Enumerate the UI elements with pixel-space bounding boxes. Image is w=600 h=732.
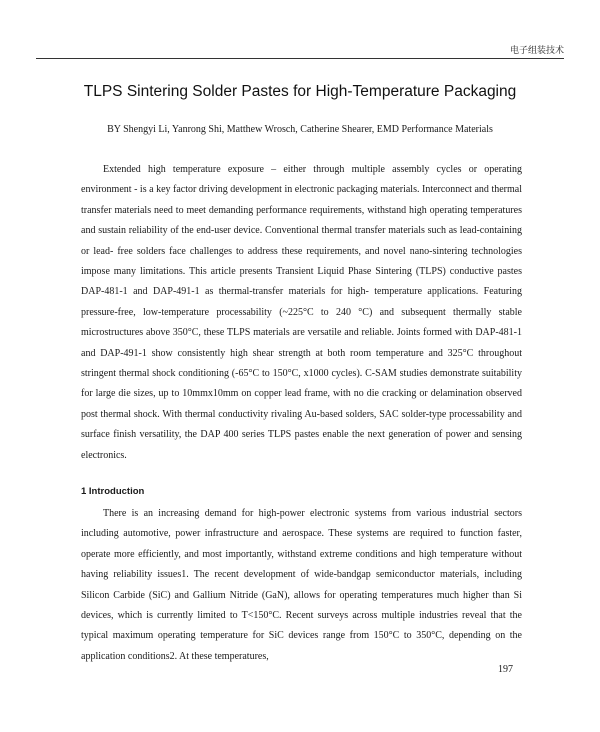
introduction-block [81, 504, 522, 667]
section-heading-introduction: 1 Introduction [81, 486, 145, 497]
header-divider [36, 58, 564, 59]
article-title: TLPS Sintering Solder Pastes for High-Temperature Packaging [83, 83, 517, 100]
page-number: 197 [498, 664, 513, 675]
abstract-paragraph: Extended high temperature exposure – either through multiple assembly cycles or operating environment - is a key factor driving development in electronic packaging materials. Interconnect and thermal transfer materials need to meet demanding performance requirements, withstand high operating temperatures and sustain reliability of the end-user device. Conventional thermal transfer materials such as lead-containing or lead- free solders face challenges to address these requirements, and novel nano-sintering technologies impose many limitations. This article presents Transient Liquid Phase Sintering (TLPS) conductive pastes DAP-481-1 and DAP-491-1 as thermal-transfer materials for high- temperature applications. Featuring pressure-free, low-temperature processability (~225°C to 240 °C) and subsequent thermally stable microstructures above 350°C, these TLPS materials are versatile and reliable. Joints formed with DAP-481-1 and DAP-491-1 show consistently high shear strength at both room temperature and 325°C throughout stringent thermal shock conditioning (-65°C to 150°C, x1000 cycles). C-SAM studies demonstrate suitability for large die sizes, up to 10mmx10mm on copper lead frame, with no die cracking or delamination observed post thermal shock. With thermal conductivity rivaling Au-based solders, SAC solder-type processability and surface finish versatility, the DAP 400 series TLPS pastes enable the next generation of power and sensing electronics. [81, 164, 522, 461]
journal-header-label: 电子组装技术 [509, 46, 564, 56]
introduction-paragraph: There is an increasing demand for high-power electronic systems from various industrial sectors including automotive, power infrastructure and aerospace. These systems are required to function faster, operate more efficiently, and most importantly, withstand extreme conditions and high temperature without having reliability issues1. The recent development of wide-bandgap semiconductor materials, including Silicon Carbide (SiC) and Gallium Nitride (GaN), allows for operating temperatures much higher than Si devices, which is currently limited to T<150°C. Recent surveys across multiple industries reveal that the typical maximum operating temperature for SiC devices range from 150°C to 350°C, depending on the application conditions2. At these temperatures, [81, 508, 522, 662]
author-byline: BY Shengyi Li, Yanrong Shi, Matthew Wrosch, Catherine Shearer, EMD Performance Materials [107, 124, 493, 135]
abstract-block [81, 160, 522, 466]
